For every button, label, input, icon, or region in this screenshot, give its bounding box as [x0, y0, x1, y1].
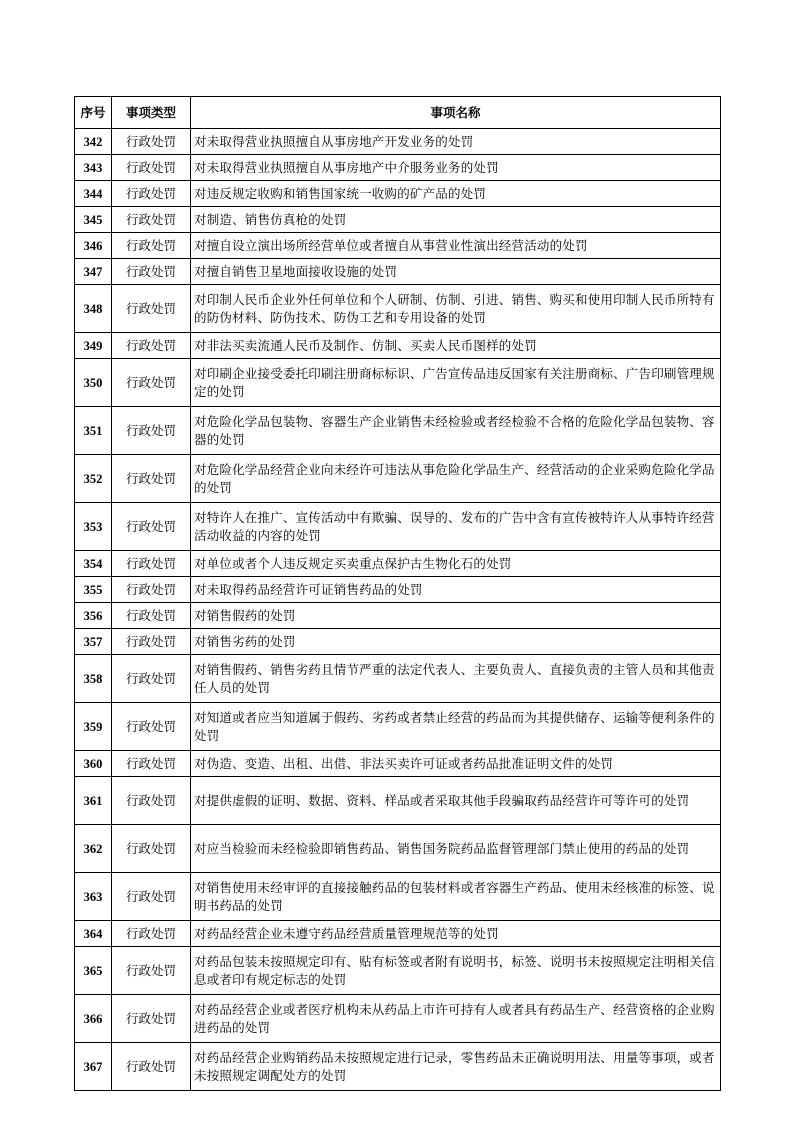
cell-no: 355	[75, 577, 112, 603]
cell-no: 347	[75, 259, 112, 285]
cell-no: 361	[75, 777, 112, 825]
cell-name: 对药品经营企业购销药品未按照规定进行记录，零售药品未正确说明用法、用量等事项，或者未按照规定调配处方的处罚	[191, 1043, 721, 1091]
cell-name: 对特许人在推广、宣传活动中有欺骗、误导的、发布的广告中含有宣传被特许人从事特许经营活动收益的内容的处罚	[191, 503, 721, 551]
cell-type: 行政处罚	[112, 1043, 191, 1091]
cell-name: 对提供虚假的证明、数据、资料、样品或者采取其他手段骗取药品经营许可等许可的处罚	[191, 777, 721, 825]
cell-name: 对印刷企业接受委托印刷注册商标标识、广告宣传品违反国家有关注册商标、广告印刷管理规定的处罚	[191, 359, 721, 407]
table-row	[75, 777, 721, 825]
cell-type: 行政处罚	[112, 129, 191, 155]
table-row	[75, 577, 721, 603]
cell-name: 对销售假药的处罚	[191, 603, 721, 629]
cell-no: 364	[75, 921, 112, 947]
cell-no: 353	[75, 503, 112, 551]
table-row	[75, 629, 721, 655]
table-row	[75, 947, 721, 995]
table-row	[75, 181, 721, 207]
cell-no: 342	[75, 129, 112, 155]
cell-no: 344	[75, 181, 112, 207]
table-row	[75, 655, 721, 703]
cell-name: 对应当检验而未经检验即销售药品、销售国务院药品监督管理部门禁止使用的药品的处罚	[191, 825, 721, 873]
cell-type: 行政处罚	[112, 503, 191, 551]
table-row	[75, 825, 721, 873]
cell-name: 对非法买卖流通人民币及制作、仿制、买卖人民币图样的处罚	[191, 333, 721, 359]
cell-type: 行政处罚	[112, 751, 191, 777]
table-row	[75, 259, 721, 285]
cell-name: 对擅自设立演出场所经营单位或者擅自从事营业性演出经营活动的处罚	[191, 233, 721, 259]
cell-no: 354	[75, 551, 112, 577]
table-body	[75, 129, 721, 1091]
cell-no: 366	[75, 995, 112, 1043]
cell-no: 356	[75, 603, 112, 629]
cell-no: 351	[75, 407, 112, 455]
cell-type: 行政处罚	[112, 551, 191, 577]
header-no: 序号	[75, 97, 112, 129]
cell-type: 行政处罚	[112, 233, 191, 259]
table-row	[75, 455, 721, 503]
cell-type: 行政处罚	[112, 181, 191, 207]
table-row	[75, 407, 721, 455]
cell-type: 行政处罚	[112, 455, 191, 503]
table-row	[75, 703, 721, 751]
cell-type: 行政处罚	[112, 285, 191, 333]
cell-type: 行政处罚	[112, 155, 191, 181]
cell-no: 365	[75, 947, 112, 995]
cell-name: 对销售劣药的处罚	[191, 629, 721, 655]
cell-no: 360	[75, 751, 112, 777]
cell-type: 行政处罚	[112, 629, 191, 655]
cell-type: 行政处罚	[112, 995, 191, 1043]
cell-name: 对擅自销售卫星地面接收设施的处罚	[191, 259, 721, 285]
cell-name: 对销售假药、销售劣药且情节严重的法定代表人、主要负责人、直接负责的主管人员和其他责任人员的处罚	[191, 655, 721, 703]
cell-name: 对销售使用未经审评的直接接触药品的包装材料或者容器生产药品、使用未经核准的标签、说明书药品的处罚	[191, 873, 721, 921]
cell-no: 345	[75, 207, 112, 233]
cell-no: 363	[75, 873, 112, 921]
table-header-row	[75, 97, 721, 129]
cell-no: 348	[75, 285, 112, 333]
cell-name: 对单位或者个人违反规定买卖重点保护古生物化石的处罚	[191, 551, 721, 577]
cell-name: 对药品包装未按照规定印有、贴有标签或者附有说明书，标签、说明书未按照规定注明相关信息或者印有规定标志的处罚	[191, 947, 721, 995]
cell-type: 行政处罚	[112, 603, 191, 629]
cell-type: 行政处罚	[112, 921, 191, 947]
table-row	[75, 359, 721, 407]
cell-name: 对违反规定收购和销售国家统一收购的矿产品的处罚	[191, 181, 721, 207]
cell-name: 对未取得营业执照擅自从事房地产中介服务业务的处罚	[191, 155, 721, 181]
cell-no: 352	[75, 455, 112, 503]
cell-name: 对未取得药品经营许可证销售药品的处罚	[191, 577, 721, 603]
table-row	[75, 551, 721, 577]
cell-type: 行政处罚	[112, 407, 191, 455]
table-row	[75, 503, 721, 551]
cell-type: 行政处罚	[112, 777, 191, 825]
cell-name: 对危险化学品包装物、容器生产企业销售未经检验或者经检验不合格的危险化学品包装物、容器的处罚	[191, 407, 721, 455]
cell-type: 行政处罚	[112, 359, 191, 407]
table-row	[75, 995, 721, 1043]
table-row	[75, 285, 721, 333]
table-row	[75, 751, 721, 777]
table-row	[75, 207, 721, 233]
table-row	[75, 873, 721, 921]
header-name: 事项名称	[191, 97, 721, 129]
cell-no: 359	[75, 703, 112, 751]
cell-no: 346	[75, 233, 112, 259]
table-row	[75, 155, 721, 181]
items-table	[74, 96, 721, 1091]
cell-name: 对药品经营企业或者医疗机构未从药品上市许可持有人或者具有药品生产、经营资格的企业购进药品的处罚	[191, 995, 721, 1043]
header-type: 事项类型	[112, 97, 191, 129]
cell-type: 行政处罚	[112, 703, 191, 751]
cell-no: 350	[75, 359, 112, 407]
cell-no: 358	[75, 655, 112, 703]
cell-no: 349	[75, 333, 112, 359]
cell-no: 367	[75, 1043, 112, 1091]
cell-no: 343	[75, 155, 112, 181]
cell-name: 对印制人民币企业外任何单位和个人研制、仿制、引进、销售、购买和使用印制人民币所特有的防伪材料、防伪技术、防伪工艺和专用设备的处罚	[191, 285, 721, 333]
cell-name: 对危险化学品经营企业向未经许可违法从事危险化学品生产、经营活动的企业采购危险化学品的处罚	[191, 455, 721, 503]
cell-type: 行政处罚	[112, 207, 191, 233]
table-row	[75, 603, 721, 629]
cell-name: 对药品经营企业未遵守药品经营质量管理规范等的处罚	[191, 921, 721, 947]
cell-type: 行政处罚	[112, 947, 191, 995]
cell-type: 行政处罚	[112, 655, 191, 703]
cell-type: 行政处罚	[112, 873, 191, 921]
table-row	[75, 333, 721, 359]
cell-type: 行政处罚	[112, 259, 191, 285]
cell-type: 行政处罚	[112, 825, 191, 873]
table-row	[75, 1043, 721, 1091]
table-row	[75, 921, 721, 947]
cell-name: 对伪造、变造、出租、出借、非法买卖许可证或者药品批准证明文件的处罚	[191, 751, 721, 777]
cell-type: 行政处罚	[112, 333, 191, 359]
cell-name: 对知道或者应当知道属于假药、劣药或者禁止经营的药品而为其提供储存、运输等便利条件的处罚	[191, 703, 721, 751]
cell-no: 362	[75, 825, 112, 873]
table-row	[75, 233, 721, 259]
cell-type: 行政处罚	[112, 577, 191, 603]
table-row	[75, 129, 721, 155]
cell-name: 对未取得营业执照擅自从事房地产开发业务的处罚	[191, 129, 721, 155]
cell-name: 对制造、销售仿真枪的处罚	[191, 207, 721, 233]
cell-no: 357	[75, 629, 112, 655]
